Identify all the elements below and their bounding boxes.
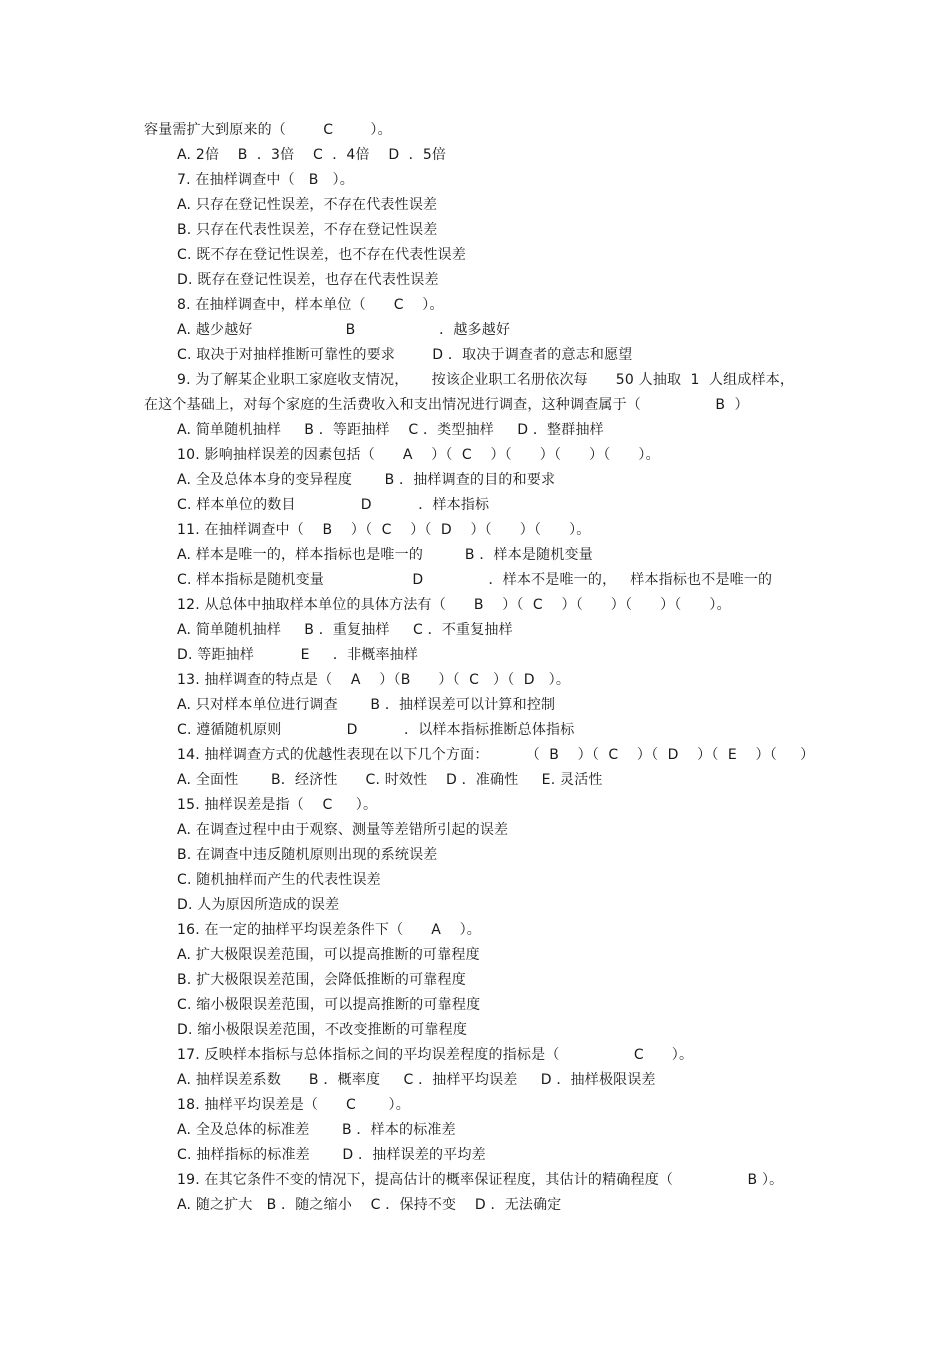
text-line: 16. 在一定的抽样平均误差条件下（ A ）。: [177, 922, 481, 938]
text-line: 9. 为了解某企业职工家庭收支情况， 按该企业职工名册依次每 50 人抽取 1 人组成样本，: [177, 372, 795, 388]
text-line: 11. 在抽样调查中（ B ）（ C ）（ D ）（ ）（ ）。: [177, 522, 591, 538]
text-line: D. 人为原因所造成的误差: [177, 897, 340, 913]
text-line: 17. 反映样本指标与总体指标之间的平均误差程度的指标是（ C ）。: [177, 1047, 694, 1063]
text-line: A. 样本是唯一的，样本指标也是唯一的 B ．样本是随机变量: [177, 547, 593, 563]
text-line: A. 只对样本单位进行调查 B ．抽样误差可以计算和控制: [177, 697, 556, 713]
text-line: 12. 从总体中抽取样本单位的具体方法有（ B ）（ C ）（ ）（ ）（ ）。: [177, 597, 731, 613]
text-line: C. 抽样指标的标准差 D ．抽样误差的平均差: [177, 1147, 486, 1163]
text-line: D. 缩小极限误差范围，不改变推断的可靠程度: [177, 1022, 468, 1038]
text-line: C. 取决于对抽样推断可靠性的要求 D ．取决于调查者的意志和愿望: [177, 347, 633, 363]
text-line: A. 2倍 B ．3倍 C ．4倍 D ．5倍: [177, 147, 447, 163]
text-line: 7. 在抽样调查中（ B ）。: [177, 172, 354, 188]
text-line: D. 既存在登记性误差，也存在代表性误差: [177, 272, 439, 288]
text-line: B. 只存在代表性误差，不存在登记性误差: [177, 222, 438, 238]
text-line: A. 全及总体的标准差 B ．样本的标准差: [177, 1122, 456, 1138]
text-line: 19. 在其它条件不变的情况下，提高估计的概率保证程度，其估计的精确程度（ B ）。: [177, 1172, 784, 1188]
text-line: C. 随机抽样而产生的代表性误差: [177, 872, 381, 888]
text-line: A. 越少越好 B ．越多越好: [177, 322, 511, 338]
text-line: 14. 抽样调查方式的优越性表现在以下几个方面： （ B ）（ C ）（ D ）（ E ）（ ）: [177, 747, 815, 763]
text-line: 10. 影响抽样误差的因素包括（ A ）（ C ）（ ）（ ）（ ）。: [177, 447, 660, 463]
text-line: C. 样本单位的数目 D ．样本指标: [177, 497, 490, 513]
text-line: A. 简单随机抽样 B ．重复抽样 C ．不重复抽样: [177, 622, 513, 638]
text-line: A. 抽样误差系数 B ．概率度 C ．抽样平均误差 D ．抽样极限误差: [177, 1072, 656, 1088]
text-line: C. 遵循随机原则 D ．以样本指标推断总体指标: [177, 722, 575, 738]
text-line: A. 随之扩大 B ．随之缩小 C ．保持不变 D ．无法确定: [177, 1197, 562, 1213]
text-line: A. 在调查过程中由于观察、测量等差错所引起的误差: [177, 822, 509, 838]
text-line: C. 样本指标是随机变量 D ．样本不是唯一的， 样本指标也不是唯一的: [177, 572, 773, 588]
text-line: 8. 在抽样调查中，样本单位（ C ）。: [177, 297, 444, 313]
text-line: C. 既不存在登记性误差，也不存在代表性误差: [177, 247, 467, 263]
text-line: A. 简单随机抽样 B ．等距抽样 C ．类型抽样 D ．整群抽样: [177, 422, 604, 438]
text-line: B. 在调查中违反随机原则出现的系统误差: [177, 847, 438, 863]
text-line: 容量需扩大到原来的（ C ）。: [144, 122, 392, 138]
text-line: A. 只存在登记性误差，不存在代表性误差: [177, 197, 438, 213]
text-line: A. 全面性 B．经济性 C. 时效性 D ．准确性 E. 灵活性: [177, 772, 603, 788]
text-line: 15. 抽样误差是指（ C ）。: [177, 797, 378, 813]
text-line: C. 缩小极限误差范围，可以提高推断的可靠程度: [177, 997, 481, 1013]
text-line: 在这个基础上，对每个家庭的生活费收入和支出情况进行调查，这种调查属于（ B ）: [144, 397, 749, 413]
text-line: A. 扩大极限误差范围，可以提高推断的可靠程度: [177, 947, 480, 963]
text-line: 13. 抽样调查的特点是（ A ）（B ）（ C ）（ D ）。: [177, 672, 571, 688]
text-line: 18. 抽样平均误差是（ C ）。: [177, 1097, 410, 1113]
text-line: B. 扩大极限误差范围，会降低推断的可靠程度: [177, 972, 466, 988]
text-line: A. 全及总体本身的变异程度 B ．抽样调查的目的和要求: [177, 472, 556, 488]
text-line: D. 等距抽样 E ．非概率抽样: [177, 647, 419, 663]
